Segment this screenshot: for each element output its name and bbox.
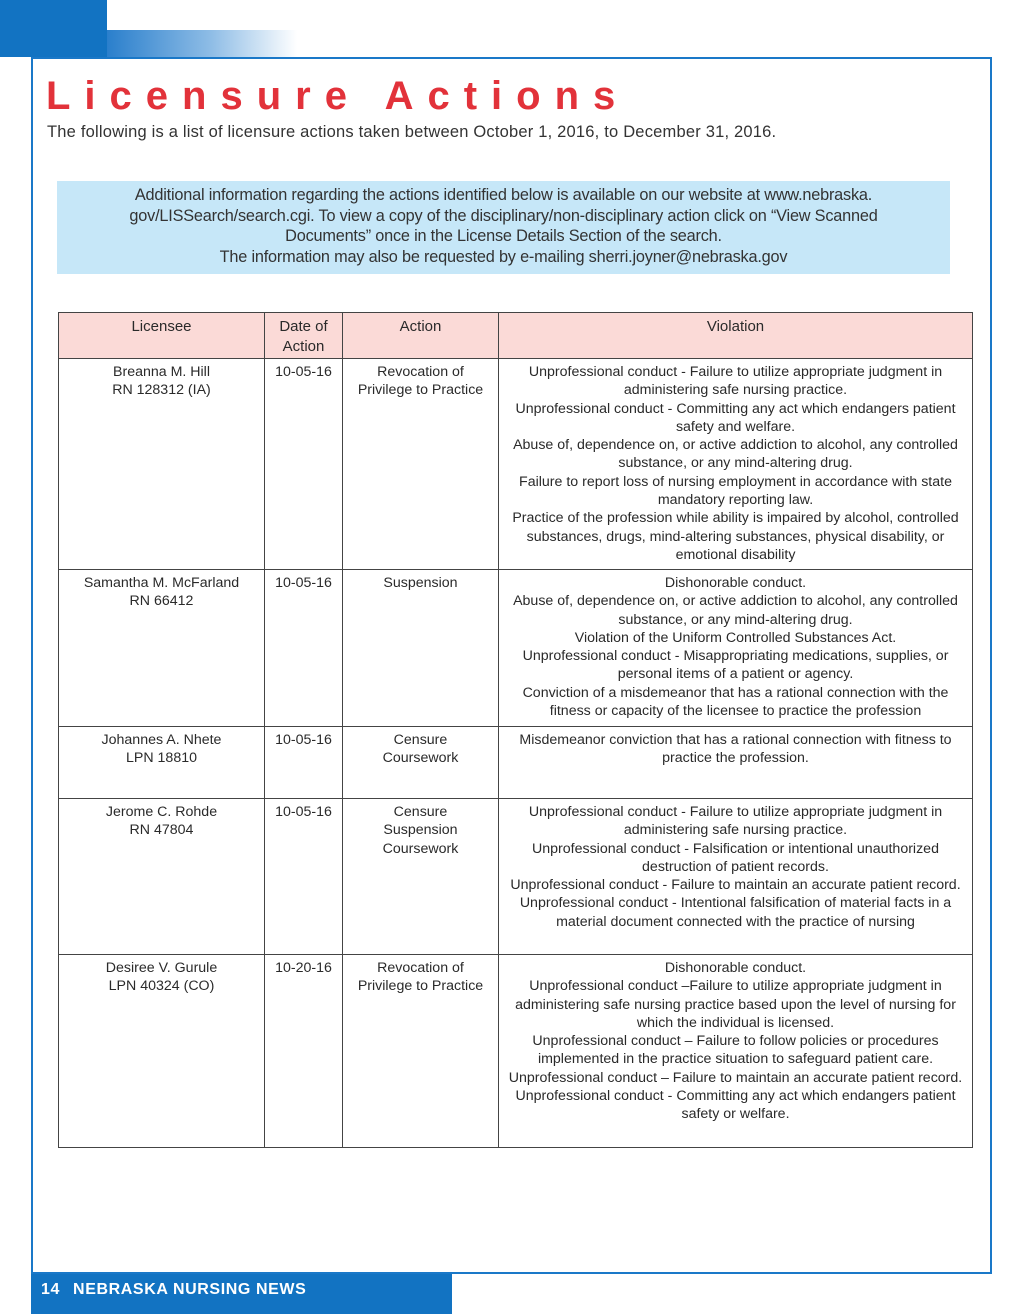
action-line: Coursework: [382, 750, 459, 767]
info-line: Additional information regarding the actions identified below is available on our website at www.nebraska.: [134, 186, 873, 204]
publication-name: NEBRASKA NURSING NEWS: [73, 1281, 307, 1298]
violation-cell: [499, 359, 973, 570]
violation-item: Unprofessional conduct - Falsification or intentional unauthorized destruction of patient records.: [532, 840, 939, 875]
table-row: [59, 799, 973, 955]
header-gradient-bar: [107, 30, 297, 57]
action-cell: [343, 359, 499, 570]
date-cell: 10-05-16: [265, 570, 343, 727]
violation-item: Unprofessional conduct – Failure to maintain an accurate patient record.: [508, 1069, 963, 1086]
page-number: 14: [41, 1281, 60, 1298]
licensee-name: Breanna M. Hill: [113, 364, 210, 380]
action-line: Censure: [393, 732, 448, 748]
license-number: LPN 18810: [126, 750, 197, 767]
violation-cell: [499, 570, 973, 727]
violation-item: Abuse of, dependence on, or active addiction to alcohol, any controlled substance, or any mind-altering drug.: [513, 437, 958, 472]
action-cell: [343, 727, 499, 799]
license-number: RN 47804: [129, 822, 194, 839]
violation-item: Unprofessional conduct - Failure to maintain an accurate patient record.: [510, 877, 961, 894]
licensee-cell: [59, 570, 265, 727]
action-cell: [343, 955, 499, 1148]
violation-item: Unprofessional conduct –Failure to utilize appropriate judgment in administering safe nursing practice based upon the level of nursing for which the individual is licensed.: [515, 978, 956, 1031]
action-cell: [343, 570, 499, 727]
licensee-name: Johannes A. Nhete: [101, 732, 222, 748]
table-row: [59, 727, 973, 799]
column-header-licensee: Licensee: [59, 313, 265, 359]
action-line: Censure: [393, 804, 448, 820]
violation-cell: [499, 799, 973, 955]
table-header-row: [59, 313, 973, 359]
column-header-action: Action: [343, 313, 499, 359]
footer-bar: [31, 1274, 452, 1314]
page-title: Licensure Actions: [46, 74, 630, 118]
violation-item: Unprofessional conduct - Committing any act which endangers patient safety and welfare.: [515, 400, 956, 435]
violation-item: Practice of the profession while ability is impaired by alcohol, controlled substances, drugs, mind-altering substances, physical disability, or emotional disability: [512, 510, 959, 563]
column-header-date-line: Action: [282, 338, 325, 355]
violation-item: Failure to report loss of nursing employment in accordance with state mandatory reporting law.: [519, 473, 952, 509]
info-line: Documents” once in the License Details Section of the search.: [285, 227, 722, 245]
page-subtitle: The following is a list of licensure actions taken between October 1, 2016, to December 31, 2016.: [47, 123, 777, 141]
violation-item: Violation of the Uniform Controlled Substances Act.: [574, 629, 897, 646]
licensee-name: Samantha M. McFarland: [83, 575, 240, 591]
action-line: Coursework: [382, 840, 459, 857]
action-line: Revocation of: [377, 364, 464, 380]
action-line: Suspension: [383, 822, 458, 839]
violation-item: Dishonorable conduct.: [664, 575, 807, 591]
table-row: [59, 359, 973, 570]
violation-cell: [499, 727, 973, 799]
column-header-date: [265, 313, 343, 359]
date-cell: 10-05-16: [265, 727, 343, 799]
violation-item: Unprofessional conduct - Committing any act which endangers patient safety or welfare.: [515, 1088, 956, 1123]
licensure-actions-table: [58, 312, 973, 1148]
table-row: [59, 955, 973, 1148]
info-line: The information may also be requested by e-mailing sherri.joyner@nebraska.gov: [219, 247, 788, 266]
violation-item: Dishonorable conduct.: [664, 960, 807, 976]
date-cell: 10-05-16: [265, 799, 343, 955]
table-row: [59, 570, 973, 727]
licensee-name: Desiree V. Gurule: [105, 960, 218, 976]
info-box: [57, 181, 950, 274]
action-line: Suspension: [383, 575, 458, 591]
licensee-cell: [59, 955, 265, 1148]
action-cell: [343, 799, 499, 955]
date-cell: 10-05-16: [265, 359, 343, 570]
license-number: LPN 40324 (CO): [108, 978, 215, 995]
column-header-violation: Violation: [499, 313, 973, 359]
violation-item: Conviction of a misdemeanor that has a rational connection with the fitness or capacity of the licensee to practice the profession: [522, 684, 949, 720]
licensee-cell: [59, 359, 265, 570]
licensee-cell: [59, 799, 265, 955]
violation-item: Unprofessional conduct - Failure to utilize appropriate judgment in administering safe nursing practice.: [528, 804, 943, 839]
license-number: RN 128312 (IA): [112, 382, 211, 399]
violation-item: Unprofessional conduct – Failure to follow policies or procedures implemented in the practice situation to safeguard patient care.: [532, 1033, 939, 1068]
action-line: Privilege to Practice: [357, 978, 484, 995]
violation-item: Unprofessional conduct - Misappropriating medications, supplies, or personal items of a patient or agency.: [522, 648, 949, 683]
corner-color-block: [0, 0, 107, 57]
info-line: gov/LISSearch/search.cgi. To view a copy of the disciplinary/non-disciplinary action click on “View Scanned: [129, 206, 878, 225]
action-line: Revocation of: [377, 960, 464, 976]
violation-item: Unprofessional conduct - Failure to utilize appropriate judgment in administering safe nursing practice.: [528, 364, 943, 399]
violation-cell: [499, 955, 973, 1148]
violation-item: Misdemeanor conviction that has a rational connection with fitness to practice the profession.: [519, 732, 952, 767]
license-number: RN 66412: [129, 593, 194, 610]
date-cell: 10-20-16: [265, 955, 343, 1148]
action-line: Privilege to Practice: [357, 382, 484, 399]
violation-item: Abuse of, dependence on, or active addiction to alcohol, any controlled substance, or any mind-altering drug.: [513, 593, 958, 628]
column-header-date-line: Date of: [279, 318, 328, 335]
licensee-name: Jerome C. Rohde: [105, 804, 218, 820]
licensee-cell: [59, 727, 265, 799]
violation-item: Unprofessional conduct - Intentional falsification of material facts in a material document connected with the practice of nursing: [519, 895, 952, 930]
